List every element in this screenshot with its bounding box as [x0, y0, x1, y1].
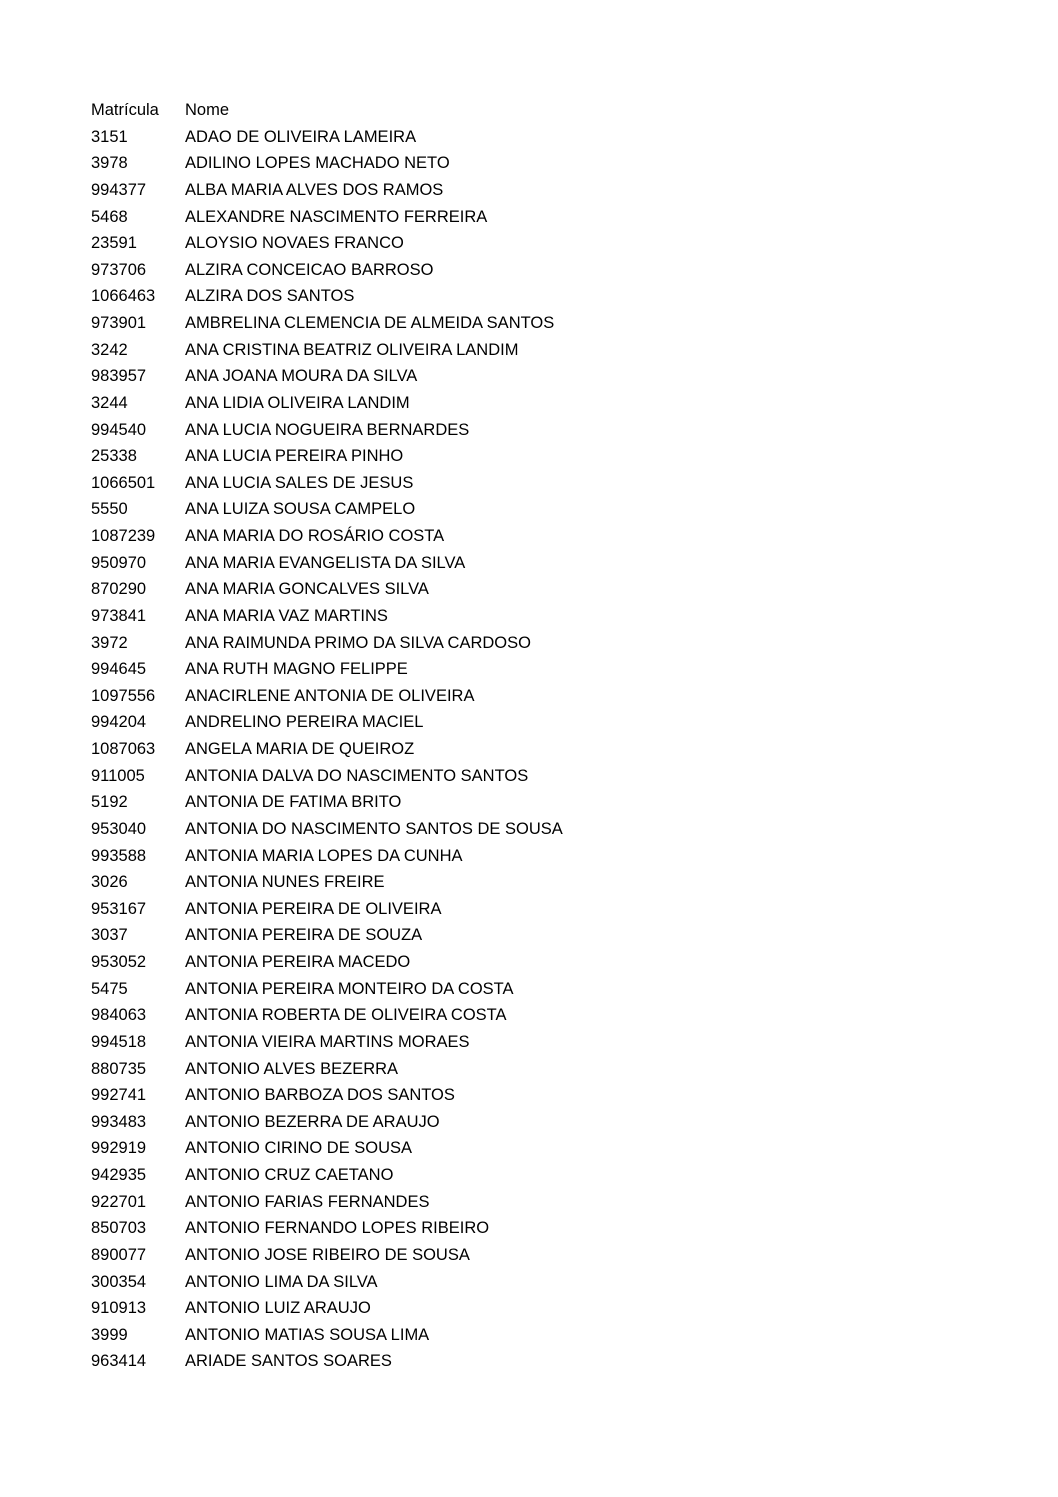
nome-cell: ANA MARIA EVANGELISTA DA SILVA: [185, 553, 466, 572]
table-row: [91, 470, 563, 497]
nome-cell: ANACIRLENE ANTONIA DE OLIVEIRA: [185, 686, 475, 705]
table-header-row: [91, 97, 563, 124]
matricula-cell: 994518: [91, 1032, 147, 1051]
matricula-cell: 911005: [91, 766, 145, 785]
nome-cell: ANA LUCIA NOGUEIRA BERNARDES: [185, 420, 470, 439]
table-row: [91, 656, 563, 683]
matricula-cell: 973901: [91, 314, 147, 332]
matricula-cell: 23591: [91, 234, 137, 253]
nome-cell: ANTONIA PEREIRA DE OLIVEIRA: [185, 899, 442, 918]
table-row: [91, 124, 563, 151]
nome-cell: ANTONIA MARIA LOPES DA CUNHA: [185, 846, 463, 865]
matricula-cell: 3242: [91, 340, 128, 359]
table-row: [91, 576, 563, 603]
nome-cell: ANTONIA DO NASCIMENTO SANTOS DE SOUSA: [185, 819, 563, 838]
matricula-cell: 953040: [91, 819, 147, 838]
matricula-cell: 994377: [91, 180, 147, 199]
nome-cell: ANA CRISTINA BEATRIZ OLIVEIRA LANDIM: [185, 340, 519, 359]
table-row: [91, 683, 563, 710]
table-row: [91, 150, 563, 177]
nome-cell: ANTONIA ROBERTA DE OLIVEIRA COSTA: [185, 1006, 507, 1025]
table-row: [91, 1269, 563, 1296]
matricula-cell: 300354: [91, 1272, 147, 1291]
matricula-cell: 963414: [91, 1352, 147, 1371]
nome-cell: ANA LUCIA SALES DE JESUS: [185, 473, 414, 492]
table-row: [91, 1135, 563, 1162]
matricula-cell: 3978: [91, 154, 128, 173]
matricula-cell: 992919: [91, 1139, 147, 1158]
nome-cell: ANA MARIA GONCALVES SILVA: [185, 580, 429, 599]
table-row: [91, 204, 563, 231]
table-row: [91, 1056, 563, 1083]
matricula-cell: 1097556: [91, 686, 156, 705]
nome-cell: ANTONIA PEREIRA MACEDO: [185, 953, 411, 971]
matricula-cell: 5192: [91, 793, 128, 812]
table-row: [91, 443, 563, 470]
matricula-cell: 1087063: [91, 740, 156, 758]
table-row: [91, 1348, 563, 1375]
nome-cell: ANTONIO BARBOZA DOS SANTOS: [185, 1086, 455, 1105]
matricula-cell: 890077: [91, 1245, 147, 1264]
matricula-cell: 993483: [91, 1112, 147, 1131]
nome-cell: ANTONIO JOSE RIBEIRO DE SOUSA: [185, 1245, 470, 1264]
table-row: [91, 257, 563, 284]
table-row: [91, 603, 563, 630]
table-row: [91, 1242, 563, 1269]
nome-cell: ALEXANDRE NASCIMENTO FERREIRA: [185, 207, 488, 226]
matricula-cell: 983957: [91, 367, 147, 386]
matricula-cell: 984063: [91, 1006, 147, 1025]
table-row: [91, 1322, 563, 1349]
roster-document: [91, 97, 563, 1375]
table-row: [91, 417, 563, 444]
matricula-cell: 993588: [91, 846, 147, 865]
table-row: [91, 763, 563, 790]
nome-cell: ALOYSIO NOVAES FRANCO: [185, 234, 404, 253]
nome-cell: AMBRELINA CLEMENCIA DE ALMEIDA SANTOS: [185, 314, 555, 332]
nome-cell: ANTONIO BEZERRA DE ARAUJO: [185, 1112, 440, 1131]
column-header-nome: Nome: [185, 101, 230, 119]
table-row: [91, 843, 563, 870]
nome-cell: ALBA MARIA ALVES DOS RAMOS: [185, 180, 444, 199]
matricula-cell: 1066463: [91, 287, 156, 306]
table-row: [91, 630, 563, 657]
matricula-cell: 994645: [91, 660, 147, 679]
table-row: [91, 869, 563, 896]
matricula-cell: 5468: [91, 207, 128, 226]
matricula-cell: 953167: [91, 899, 147, 918]
nome-cell: ANA MARIA VAZ MARTINS: [185, 606, 388, 625]
table-row: [91, 789, 563, 816]
table-row: [91, 949, 563, 976]
matricula-cell: 850703: [91, 1219, 147, 1238]
matricula-cell: 5550: [91, 500, 128, 519]
matricula-cell: 953052: [91, 953, 147, 971]
table-row: [91, 337, 563, 364]
table-row: [91, 523, 563, 550]
nome-cell: ANTONIO ALVES BEZERRA: [185, 1059, 399, 1078]
matricula-cell: 922701: [91, 1192, 147, 1211]
matricula-cell: 3244: [91, 393, 128, 412]
matricula-cell: 3026: [91, 873, 128, 892]
table-row: [91, 1162, 563, 1189]
matricula-cell: 25338: [91, 447, 137, 466]
table-row: [91, 1109, 563, 1136]
table-row: [91, 736, 563, 763]
table-row: [91, 230, 563, 257]
matricula-cell: 994204: [91, 713, 147, 732]
table-row: [91, 1002, 563, 1029]
table-row: [91, 896, 563, 923]
matricula-cell: 3037: [91, 926, 128, 945]
matricula-cell: 910913: [91, 1299, 147, 1318]
table-row: [91, 976, 563, 1003]
matricula-cell: 870290: [91, 580, 147, 599]
nome-cell: ANA LUCIA PEREIRA PINHO: [185, 447, 404, 466]
nome-cell: ADAO DE OLIVEIRA LAMEIRA: [185, 127, 417, 146]
matricula-cell: 942935: [91, 1166, 147, 1184]
nome-cell: ANDRELINO PEREIRA MACIEL: [185, 713, 424, 732]
nome-cell: ANTONIA DALVA DO NASCIMENTO SANTOS: [185, 766, 529, 785]
nome-cell: ANTONIO CIRINO DE SOUSA: [185, 1139, 413, 1158]
matricula-cell: 1066501: [91, 473, 156, 492]
nome-cell: ANTONIA NUNES FREIRE: [185, 873, 385, 892]
matricula-cell: 973706: [91, 260, 147, 279]
matricula-cell: 1087239: [91, 527, 156, 545]
matricula-cell: 3999: [91, 1325, 128, 1344]
table-row: [91, 363, 563, 390]
nome-cell: ANA RUTH MAGNO FELIPPE: [185, 660, 408, 679]
nome-cell: ANTONIO LIMA DA SILVA: [185, 1272, 378, 1291]
nome-cell: ANA JOANA MOURA DA SILVA: [185, 367, 418, 386]
nome-cell: ANGELA MARIA DE QUEIROZ: [185, 740, 415, 758]
nome-cell: ARIADE SANTOS SOARES: [185, 1352, 392, 1371]
matricula-cell: 950970: [91, 553, 147, 572]
table-row: [91, 1029, 563, 1056]
table-row: [91, 1295, 563, 1322]
nome-cell: ANTONIO MATIAS SOUSA LIMA: [185, 1325, 430, 1344]
nome-cell: ANTONIA PEREIRA DE SOUZA: [185, 926, 423, 945]
column-header-matricula: Matrícula: [91, 101, 159, 119]
matricula-cell: 973841: [91, 606, 147, 625]
nome-cell: ANTONIA VIEIRA MARTINS MORAES: [185, 1032, 470, 1051]
nome-cell: ANA RAIMUNDA PRIMO DA SILVA CARDOSO: [185, 633, 531, 652]
nome-cell: ANA LIDIA OLIVEIRA LANDIM: [185, 393, 410, 412]
table-body: [91, 124, 563, 1375]
matricula-cell: 880735: [91, 1059, 147, 1078]
table-row: [91, 550, 563, 577]
nome-cell: ANA LUIZA SOUSA CAMPELO: [185, 500, 416, 519]
nome-cell: ANA MARIA DO ROSÁRIO COSTA: [185, 527, 445, 545]
nome-cell: ALZIRA CONCEICAO BARROSO: [185, 260, 434, 279]
table-row: [91, 496, 563, 523]
matricula-cell: 3151: [91, 127, 128, 146]
table-row: [91, 390, 563, 417]
matricula-cell: 994540: [91, 420, 147, 439]
table-row: [91, 709, 563, 736]
table-row: [91, 1082, 563, 1109]
nome-cell: ANTONIA PEREIRA MONTEIRO DA COSTA: [185, 979, 514, 998]
nome-cell: ADILINO LOPES MACHADO NETO: [185, 154, 450, 173]
matricula-cell: 3972: [91, 633, 128, 652]
nome-cell: ANTONIA DE FATIMA BRITO: [185, 793, 402, 812]
table-row: [91, 310, 563, 337]
table-row: [91, 177, 563, 204]
nome-cell: ANTONIO CRUZ CAETANO: [185, 1166, 394, 1184]
nome-cell: ANTONIO LUIZ ARAUJO: [185, 1299, 371, 1318]
nome-cell: ANTONIO FARIAS FERNANDES: [185, 1192, 430, 1211]
table-row: [91, 1189, 563, 1216]
matricula-cell: 5475: [91, 979, 128, 998]
nome-cell: ANTONIO FERNANDO LOPES RIBEIRO: [185, 1219, 490, 1238]
table-row: [91, 816, 563, 843]
table-row: [91, 283, 563, 310]
table-row: [91, 922, 563, 949]
nome-cell: ALZIRA DOS SANTOS: [185, 287, 355, 306]
matricula-cell: 992741: [91, 1086, 147, 1105]
table-row: [91, 1215, 563, 1242]
